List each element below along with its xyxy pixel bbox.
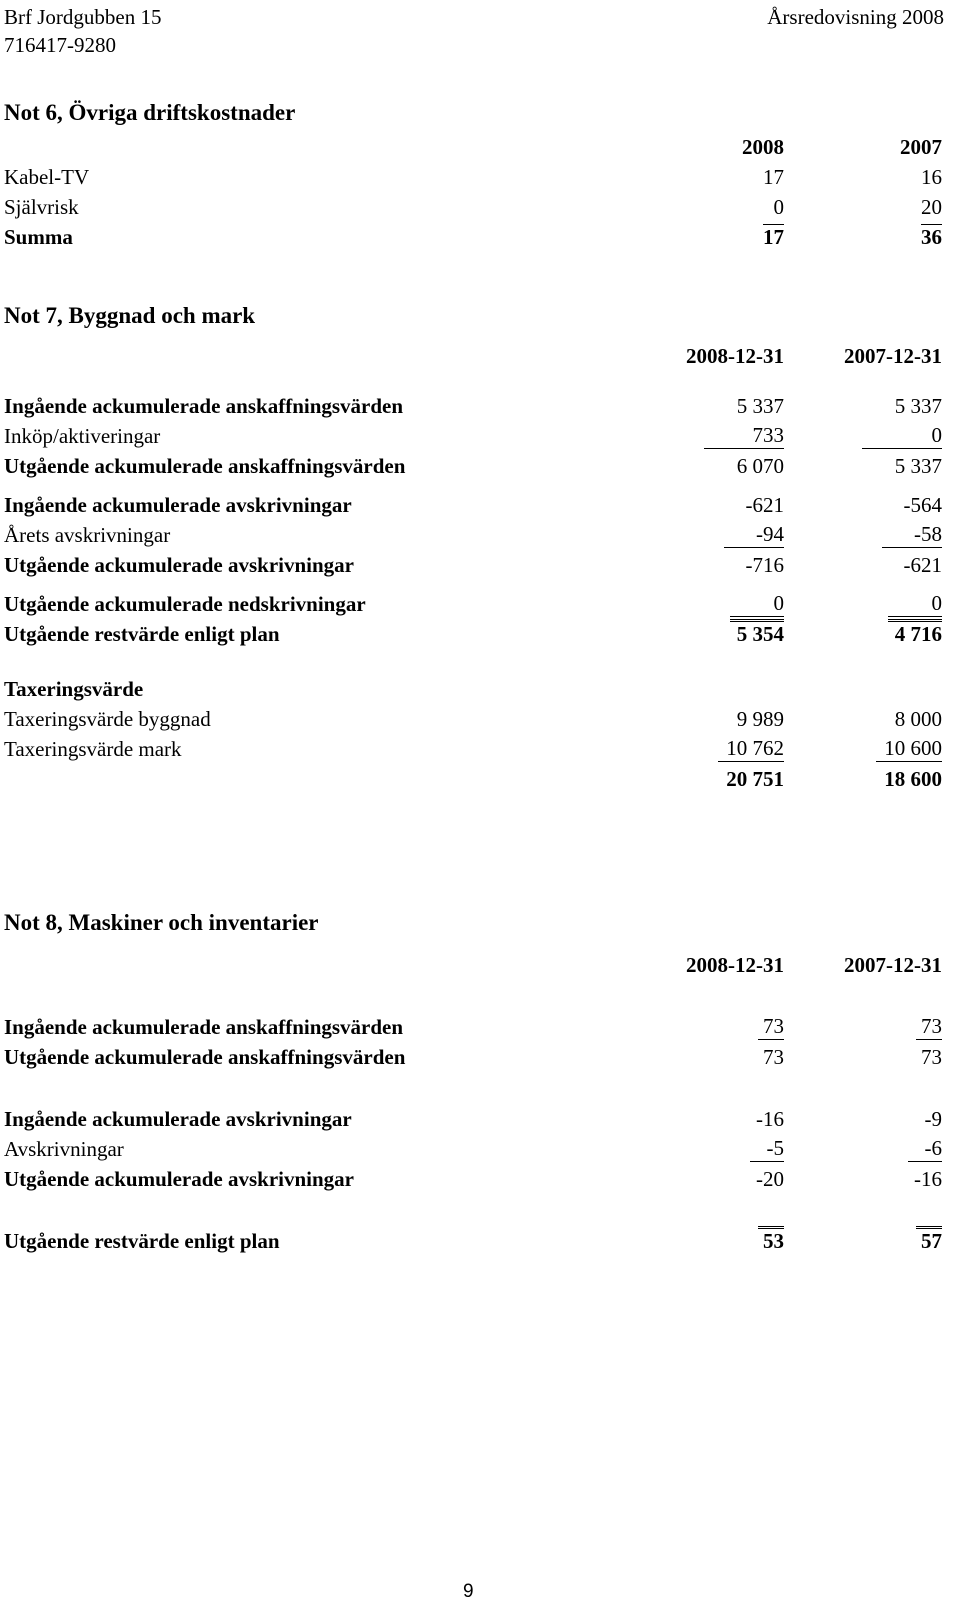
row-value: 5 337 (894, 454, 942, 478)
table-row (4, 621, 942, 651)
row-value: 5 354 (730, 619, 784, 647)
row-value: -5 (750, 1136, 784, 1162)
row-value: -16 (756, 1107, 784, 1131)
table-row (4, 736, 942, 766)
row-value: 5 337 (894, 394, 942, 418)
row-label: Utgående ackumulerade avskrivningar (4, 553, 355, 577)
table-row (4, 1106, 942, 1136)
row-value: 20 751 (726, 767, 784, 791)
table-row (4, 164, 942, 194)
note-7-title: Not 7, Byggnad och mark (4, 303, 256, 328)
note-7-table (4, 343, 942, 796)
table-row (4, 676, 942, 706)
row-value: -9 (924, 1107, 942, 1131)
row-label: Avskrivningar (4, 1137, 124, 1161)
table-row (4, 453, 942, 483)
row-value: 5 337 (736, 394, 784, 418)
row-label: Ingående ackumulerade anskaffningsvärden (4, 1015, 404, 1039)
row-label: Årets avskrivningar (4, 523, 171, 547)
row-value: 18 600 (884, 767, 942, 791)
row-value: 0 (888, 591, 942, 617)
row-value: 17 (763, 165, 784, 189)
table-row (4, 492, 942, 522)
table-row (4, 224, 942, 254)
row-value: -6 (908, 1136, 942, 1162)
table-row (4, 194, 942, 224)
row-label: Taxeringsvärde mark (4, 737, 182, 761)
table-row (4, 1136, 942, 1166)
row-value: 73 (916, 1014, 942, 1040)
row-value: 0 (862, 423, 942, 449)
row-value: 20 (921, 195, 942, 219)
table-row (4, 1166, 942, 1196)
org-name: Brf Jordgubben 15 (4, 5, 162, 29)
row-value: 57 (916, 1226, 942, 1254)
note-6-table (4, 134, 942, 254)
row-value: 53 (758, 1226, 784, 1254)
table-row (4, 1228, 942, 1258)
row-label: Ingående ackumulerade anskaffningsvärden (4, 394, 404, 418)
note-8-table (4, 952, 942, 1258)
note-7 (4, 303, 942, 329)
row-label: Utgående ackumulerade avskrivningar (4, 1167, 355, 1191)
row-value: 73 (921, 1045, 942, 1069)
row-label: Utgående restvärde enligt plan (4, 622, 280, 646)
column-header-row (4, 134, 942, 164)
column-header: 2007-12-31 (844, 953, 942, 977)
row-value: 17 (763, 225, 784, 249)
row-label: Summa (4, 225, 73, 249)
row-value: 16 (921, 165, 942, 189)
row-value: 73 (763, 1045, 784, 1069)
note-6-title: Not 6, Övriga driftskostnader (4, 100, 296, 125)
row-label: Taxeringsvärde byggnad (4, 707, 211, 731)
row-value: -58 (882, 522, 942, 548)
row-label: Inköp/aktiveringar (4, 424, 161, 448)
row-value: -716 (745, 553, 784, 577)
row-value: -16 (914, 1167, 942, 1191)
column-header: 2008 (742, 135, 784, 159)
table-row (4, 706, 942, 736)
row-value: 0 (773, 195, 784, 219)
column-header-row (4, 343, 942, 373)
column-header: 2008-12-31 (686, 344, 784, 368)
note-6 (4, 100, 942, 126)
page-header (4, 3, 944, 59)
row-value: 4 716 (888, 619, 942, 647)
table-row (4, 1014, 942, 1044)
note-8-title: Not 8, Maskiner och inventarier (4, 910, 319, 935)
tax-title: Taxeringsvärde (4, 677, 144, 701)
row-value: 8 000 (894, 707, 942, 731)
row-value: 73 (758, 1014, 784, 1040)
row-value: -94 (724, 522, 784, 548)
row-value: -621 (745, 493, 784, 517)
row-value: 9 989 (736, 707, 784, 731)
row-value: 6 070 (736, 454, 784, 478)
table-row (4, 766, 942, 796)
column-header-row (4, 952, 942, 982)
table-row (4, 1044, 942, 1074)
row-label: Ingående ackumulerade avskrivningar (4, 493, 352, 517)
row-label: Självrisk (4, 195, 79, 219)
row-label: Utgående restvärde enligt plan (4, 1229, 280, 1253)
row-value: 10 600 (876, 736, 942, 762)
report-title: Årsredovisning 2008 (767, 5, 944, 29)
column-header: 2007-12-31 (844, 344, 942, 368)
row-label: Utgående ackumulerade anskaffningsvärden (4, 1045, 406, 1069)
row-label: Utgående ackumulerade anskaffningsvärden (4, 454, 406, 478)
row-label: Ingående ackumulerade avskrivningar (4, 1107, 352, 1131)
row-value: 10 762 (718, 736, 784, 762)
org-number: 716417-9280 (4, 33, 116, 57)
column-header: 2008-12-31 (686, 953, 784, 977)
column-header: 2007 (900, 135, 942, 159)
page-number: 9 (463, 1581, 474, 1602)
row-label: Utgående ackumulerade nedskrivningar (4, 592, 366, 616)
row-value: -20 (756, 1167, 784, 1191)
row-value: -621 (903, 553, 942, 577)
row-label: Kabel-TV (4, 165, 90, 189)
table-row (4, 423, 942, 453)
row-value: 36 (921, 225, 942, 249)
table-row (4, 522, 942, 552)
row-value: -564 (903, 493, 942, 517)
table-row (4, 393, 942, 423)
table-row (4, 552, 942, 582)
row-value: 733 (704, 423, 784, 449)
note-8 (4, 910, 942, 936)
row-value: 0 (730, 591, 784, 617)
table-row (4, 591, 942, 621)
